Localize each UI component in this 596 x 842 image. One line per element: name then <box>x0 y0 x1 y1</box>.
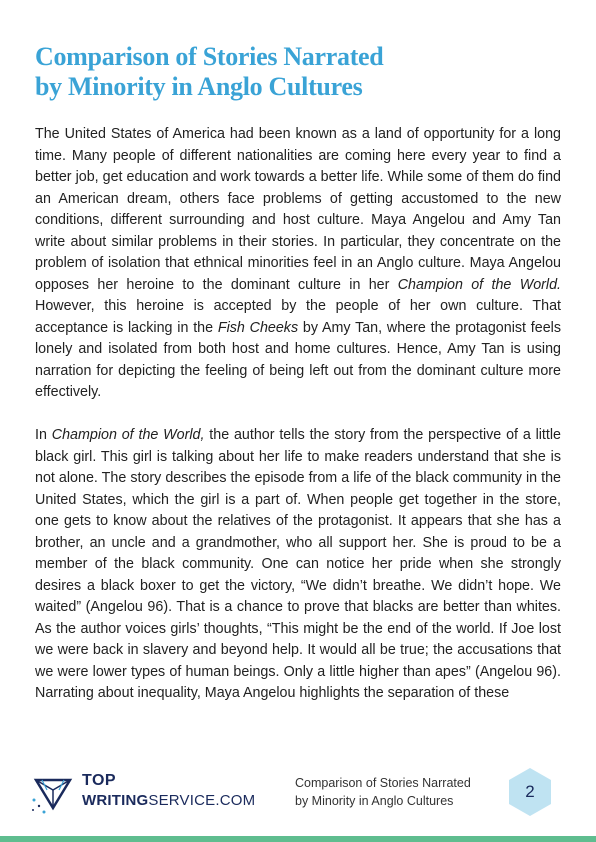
page-footer <box>0 760 596 842</box>
paragraph-2: In Champion of the World, the author tells the story from the perspective of a little black girl. This girl is talking about her life to make readers understand that she is not alone. The story describes the episode from a life of the black community in the United States, which the girl is a part of. When people get together in the store, one gets to know about the relatives of the protagonist. It appears that she has a brother, an uncle and a grandmother, who all support her. She is proud to be a member of the black community. One can notice her pride when she strongly desires a black boxer to get the victory, “We didn’t breathe. We didn’t hope. We waited” (Angelou 96). That is a chance to prove that blacks are better than whites. As the author voices girls’ thoughts, “This might be the end of the world. If Joe lost we were back in slavery and beyond help. It would all be true; the accusations that we were lower types of human beings. Only a little higher than apes” (Angelou 96). Narrating about inequality, Maya Angelou highlights the separation of these <box>35 427 562 701</box>
title-line-2: by Minority in Anglo Cultures <box>35 72 363 101</box>
title-line-1: Comparison of Stories Narrated <box>35 42 384 71</box>
brand-name-bottom: WRITINGSERVICE.COM <box>82 792 256 809</box>
essay-body <box>35 124 561 726</box>
page-number: 2 <box>525 782 535 801</box>
bottom-accent-bar <box>0 836 596 842</box>
page-title <box>35 42 555 102</box>
italic-title: Champion of the World. <box>397 276 562 293</box>
paragraph-1: The United States of America had been known as a land of opportunity for a long time. Many people of different nationalities are coming here every year to find a better job, get education and work towards a better life. While some of them do find an American dream, others face problems of getting accustomed to the new conditions, different surrounding and host culture. Maya Angelou and Amy Tan write about similar problems in their stories. In particular, they concentrate on the problem of isolation that ethnical minorities feel in an Anglo culture. Maya Angelou opposes her heroine to the dominant culture in her Champion of the World. However, this heroine is accepted by the people of her own culture. That acceptance is lacking in the Fish Cheeks by Amy Tan, where the protagonist feels lonely and isolated from both host and home cultures. Hence, Amy Tan is using narration for depicting the feeling of being left out from the dominant culture more effectively. <box>35 126 562 400</box>
italic-title: Fish Cheeks <box>217 319 299 336</box>
italic-title: Champion of the World, <box>51 427 205 443</box>
brand-name-top: TOP <box>82 772 117 789</box>
diamond-logo-icon <box>30 770 76 816</box>
footer-caption: Comparison of Stories Narrated by Minority in Anglo Cultures <box>295 776 471 808</box>
